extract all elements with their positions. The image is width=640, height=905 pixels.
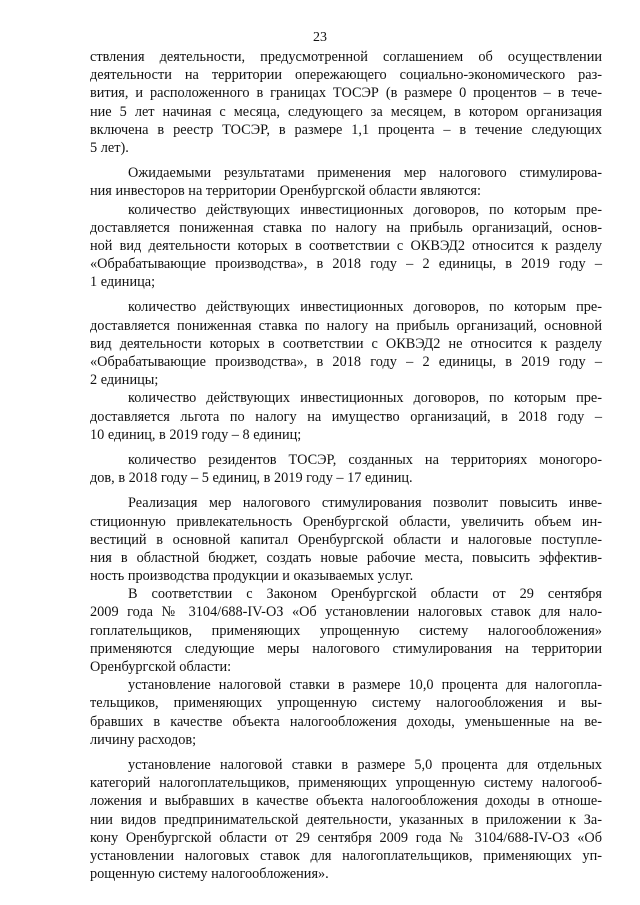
text-line: личину расходов; [90, 731, 197, 748]
text-line: количество действующих инвестиционных договоров, по которым пре- [128, 299, 602, 316]
page-number: 23 [313, 30, 327, 45]
text-line: ность производства продукции и оказываемых услуг. [90, 568, 414, 585]
text-line: Ожидаемыми результатами применения мер налогового стимулирова- [128, 165, 602, 182]
text-line: применяются следующие меры налогового стимулирования на территории [90, 640, 602, 657]
text-line: 1 единица; [90, 274, 156, 291]
text-line: установление налоговой ставки в размере 10,0 процента для налогопла- [128, 677, 602, 694]
text-line: 2 единицы; [90, 372, 159, 389]
text-line: Оренбургской области: [90, 659, 232, 675]
text-line: установление налоговой ставки в размере 5,0 процента для отдельных [128, 756, 602, 773]
text-line: «Обрабатывающие производства», в 2018 году – 2 единицы, в 2019 году – [90, 354, 602, 370]
text-line: деятельности на территории опережающего социально-экономического раз- [90, 67, 602, 84]
text-line: ложения и выбравших в качестве объекта налогообложения доходы в отноше- [90, 793, 602, 810]
text-line: ние 5 лет начиная с месяца, следующего за месяцем, в котором организация [90, 103, 602, 120]
text-line: дов, в 2018 году – 5 единиц, в 2019 году – 17 единиц. [90, 470, 413, 487]
text-line: стиционную привлекательность Оренбургской области, увеличить объем ин- [90, 513, 602, 530]
text-line: бравших в качестве объекта налогообложения доходы, уменьшенные на ве- [90, 713, 602, 730]
text-line: вид деятельности которых в соответствии с ОКВЭД2 не относится к разделу [90, 335, 602, 352]
text-line: Реализация мер налогового стимулирования позволит повысить инве- [128, 495, 602, 512]
text-line: доставляется пониженная ставка по налогу на прибыль организаций, основной [90, 317, 602, 334]
text-line: В соответствии с Законом Оренбургской области от 29 сентября [128, 586, 602, 603]
text-line: доставляется льгота по налогу на имущество организаций, в 2018 году – [90, 408, 602, 425]
text-line: 2009 года № 3104/688-IV-ОЗ «Об установлении налоговых ставок для нало- [90, 604, 602, 621]
text-line: кону Оренбургской области от 29 сентября 2009 года № 3104/688-IV-ОЗ «Об [90, 829, 602, 846]
text-line: количество резидентов ТОСЭР, созданных на территориях моногоро- [128, 451, 602, 468]
text-line: ствления деятельности, предусмотренной соглашением об осуществлении [90, 49, 602, 65]
text-line: ной вид деятельности которых в соответствии с ОКВЭД2 относится к разделу [90, 237, 602, 254]
text-line: количество действующих инвестиционных договоров, по которым пре- [128, 201, 602, 218]
text-line: ния в областной бюджет, создать новые рабочие места, повысить эффектив- [90, 549, 602, 566]
text-line: вестиций в основной капитал Оренбургской области и налоговые поступле- [90, 531, 602, 548]
text-line: установлении налоговых ставок для налогоплательщиков, применяющих уп- [90, 847, 602, 864]
text-line: рощенную систему налогообложения». [90, 866, 329, 883]
text-line: ния инвесторов на территории Оренбургской области являются: [90, 183, 481, 200]
text-line: «Обрабатывающие производства», в 2018 году – 2 единицы, в 2019 году – [90, 256, 602, 273]
text-line: нии видов предпринимательской деятельности, указанных в приложении к За- [90, 811, 602, 828]
text-line: количество действующих инвестиционных договоров, по которым пре- [128, 390, 602, 407]
text-line: гоплательщиков, применяющих упрощенную систему налогообложения» [90, 622, 602, 639]
text-line: 10 единиц, в 2019 году – 8 единиц; [90, 426, 302, 443]
text-line: включена в реестр ТОСЭР, в размере 1,1 процента – в течение следующих [90, 121, 602, 138]
text-line: тельщиков, применяющих упрощенную систему налогообложения и вы- [90, 695, 602, 712]
text-line: категорий налогоплательщиков, применяющих упрощенную систему налогооб- [90, 775, 602, 792]
body-text [90, 48, 602, 883]
text-line: доставляется пониженная ставка по налогу на прибыль организаций, основ- [90, 219, 602, 236]
text-line: 5 лет). [90, 139, 129, 156]
text-line: вития, и расположенного в границах ТОСЭР (в размере 0 процентов – в тече- [90, 85, 602, 102]
